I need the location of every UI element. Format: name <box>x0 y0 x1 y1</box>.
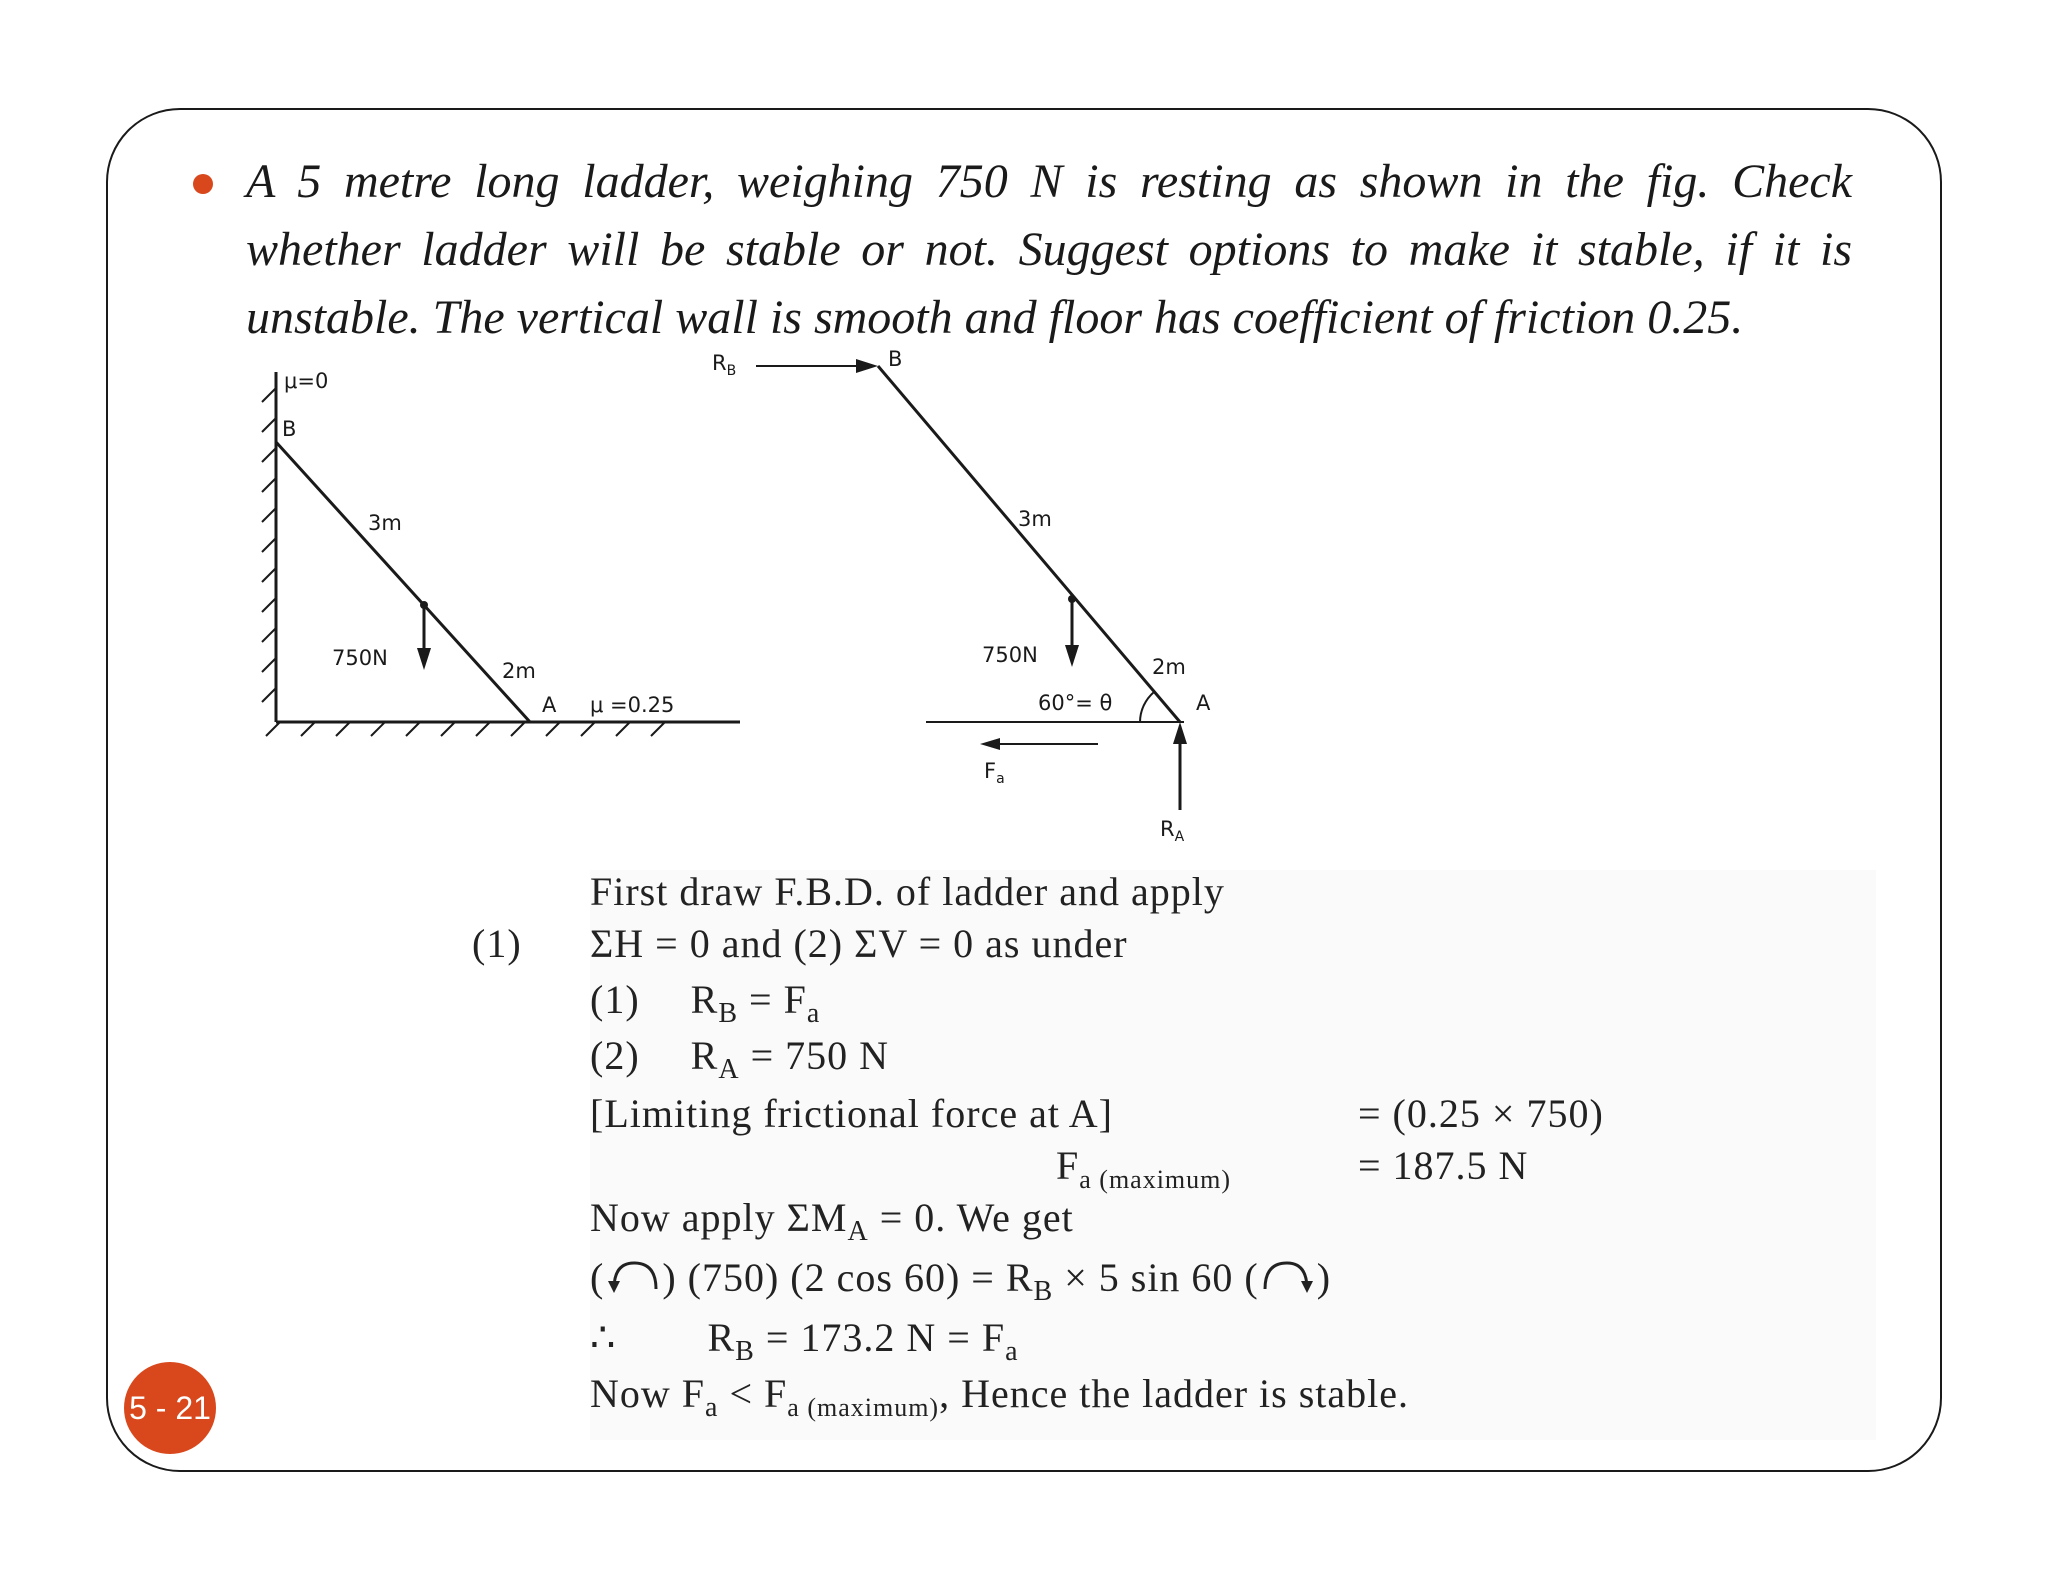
floor-hatching <box>266 722 665 736</box>
fbd-length-top-label: 3m <box>1018 507 1052 531</box>
bullet-dot <box>193 174 213 194</box>
rb-arrow-head <box>856 359 878 373</box>
anticlockwise-moment-icon <box>604 1259 662 1295</box>
fa-label: $F_a$ <box>984 759 1005 787</box>
rb-label: $R_B$ <box>712 351 737 379</box>
clockwise-moment-icon <box>1259 1259 1317 1295</box>
solution-eq2: (2) $R_A = 750$ N <box>590 1033 890 1085</box>
fa-arrow-head <box>980 738 1000 750</box>
fbd-point-b-label: B <box>888 347 903 371</box>
fbd-angle-arc <box>1140 692 1154 722</box>
ladder-diagrams <box>240 340 1270 860</box>
figure-ladder-against-wall <box>262 369 740 736</box>
ra-label: $R_A$ <box>1160 817 1185 845</box>
solution-conclusion: Now $F_a < F_{a (maximum)}$, Hence the ladder is stable. <box>590 1371 1410 1423</box>
fbd-weight-label: 750N <box>982 643 1038 667</box>
figure-free-body-diagram <box>712 347 1211 845</box>
problem-statement: A 5 metre long ladder, weighing 750 N is resting as shown in the fig. Check whether ladder will be stable or not. Suggest options to make it stable, if it is unstable. The vertical wall is smooth and floor has coefficient of friction 0.25. <box>246 155 1852 344</box>
ra-arrow-head <box>1173 722 1187 744</box>
fbd-ladder-line <box>878 366 1180 722</box>
length-top-label: 3m <box>368 511 402 535</box>
wall-hatching <box>262 388 276 702</box>
slide-number-badge: 5 - 21 <box>124 1362 216 1454</box>
wall-friction-label: μ=0 <box>284 369 329 393</box>
fbd-angle-label: 60°= θ <box>1038 691 1113 715</box>
solution-moment-equation: ( ) (750) (2 $\cos 60) = R_B \times 5$ sin 60 ( ) <box>590 1255 1332 1307</box>
point-a-label: A <box>542 693 557 717</box>
ladder-line <box>276 442 530 722</box>
solution-limiting-friction-value: = (0.25 × 750) <box>1358 1091 1604 1136</box>
point-b-label: B <box>282 417 297 441</box>
solution-eq1: (1) $R_B = F_a$ <box>590 977 821 1029</box>
length-bottom-label: 2m <box>502 659 536 683</box>
fbd-length-bottom-label: 2m <box>1152 655 1186 679</box>
weight-arrow-head <box>417 648 431 670</box>
solution-limiting-friction: [Limiting frictional force at A] <box>590 1091 1113 1136</box>
fbd-point-a-label: A <box>1196 691 1211 715</box>
solution-eq-number: (1) <box>472 921 522 966</box>
solution-intro: First draw F.B.D. of ladder and apply <box>590 869 1225 914</box>
weight-label: 750N <box>332 646 388 670</box>
solution-fa-max-value: = 187.5 N <box>1358 1143 1529 1188</box>
solution-moment-intro: Now apply $\Sigma M_A = 0$. We get <box>590 1195 1074 1247</box>
solution-equilibrium-line: ΣH = 0 and (2) ΣV = 0 as under <box>590 921 1128 966</box>
fbd-weight-arrow-head <box>1065 645 1079 667</box>
floor-friction-label: μ =0.25 <box>590 693 675 717</box>
solution-result: ∴ $R_B = 173.2$ $N = F_a$ <box>590 1315 1019 1367</box>
solution-fa-max-lhs: $F_{a (maximum)}$ <box>1056 1143 1232 1194</box>
